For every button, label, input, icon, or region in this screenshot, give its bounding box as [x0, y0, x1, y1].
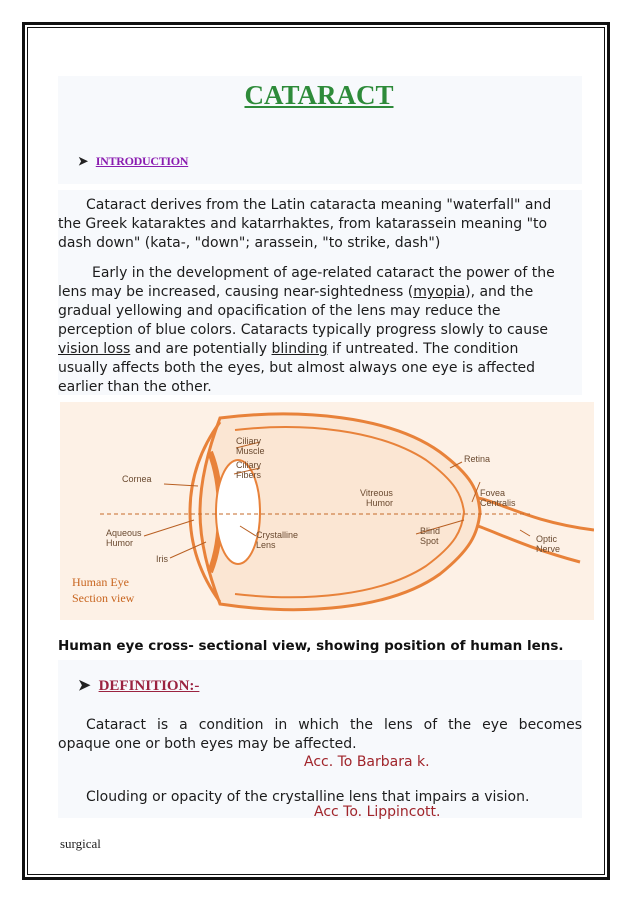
arrow-bullet-icon: ➤ — [78, 678, 91, 694]
arrow-bullet-icon: ➤ — [78, 154, 88, 168]
label-crystalline-1: Crystalline — [256, 530, 299, 540]
label-retina: Retina — [464, 454, 491, 464]
label-optic-1: Optic — [536, 534, 558, 544]
diagram-caption-2: Section view — [72, 591, 135, 605]
reference-lippincott: Acc To. Lippincott. — [314, 804, 441, 820]
eye-diagram — [60, 402, 594, 620]
intro-heading: ➤ INTRODUCTION — [78, 154, 189, 168]
intro-paragraph-2: Early in the development of age-related cataract the power of the lens may be increased, causing near-sightedness (myopia), and the gradual yellowing and opacification of the lens may reduce the perception of blue colors. Cataracts typically progress slowly to cause vision loss and are potentially blinding if untreated. The condition usually affects both the eyes, but almost always one eye is affected earlier than the other. — [58, 265, 555, 395]
label-vitreous-1: Vitreous — [360, 488, 393, 498]
definition-heading: ➤ DEFINITION:- — [78, 678, 200, 694]
diagram-caption-1: Human Eye — [72, 575, 129, 589]
label-aqueous-1: Aqueous — [106, 528, 142, 538]
blinding-link[interactable]: blinding — [271, 341, 328, 357]
label-ciliary-muscle-1: Ciliary — [236, 436, 262, 446]
label-ciliary-muscle-2: Muscle — [236, 446, 265, 456]
vision-loss-link[interactable]: vision loss — [58, 341, 131, 357]
page-title: CATARACT — [244, 80, 394, 110]
label-aqueous-2: Humor — [106, 538, 134, 548]
label-optic-2: Nerve — [536, 544, 561, 554]
label-ciliary-fibers-2: Fibers — [236, 470, 262, 480]
myopia-link[interactable]: myopia — [413, 284, 466, 300]
definition-paragraph-2: Clouding or opacity of the crystalline lens that impairs a vision. — [86, 789, 530, 805]
label-cornea: Cornea — [122, 474, 152, 484]
label-fovea-1: Fovea — [480, 488, 506, 498]
label-ciliary-fibers-1: Ciliary — [236, 460, 262, 470]
definition-paragraph-1: Cataract is a condition in which the lens of the eye becomes opaque one or both eyes may be affected. — [58, 717, 582, 752]
label-crystalline-2: Lens — [256, 540, 276, 550]
label-blind-1: Blind — [420, 526, 441, 536]
figure-caption: Human eye cross- sectional view, showing position of human lens. — [58, 638, 564, 654]
label-vitreous-2: Humor — [366, 498, 394, 508]
footer-text: surgical — [60, 836, 101, 851]
label-blind-2: Spot — [420, 536, 439, 546]
reference-barbara: Acc. To Barbara k. — [304, 754, 430, 770]
label-iris: Iris — [156, 554, 168, 564]
label-fovea-2: Centralis — [480, 498, 516, 508]
intro-paragraph-1: Cataract derives from the Latin cataracta meaning "waterfall" and the Greek kataraktes and katarrhaktes, from katarassein meaning "to dash down" (kata-, "down"; arassein, "to strike, dash") — [58, 197, 552, 251]
